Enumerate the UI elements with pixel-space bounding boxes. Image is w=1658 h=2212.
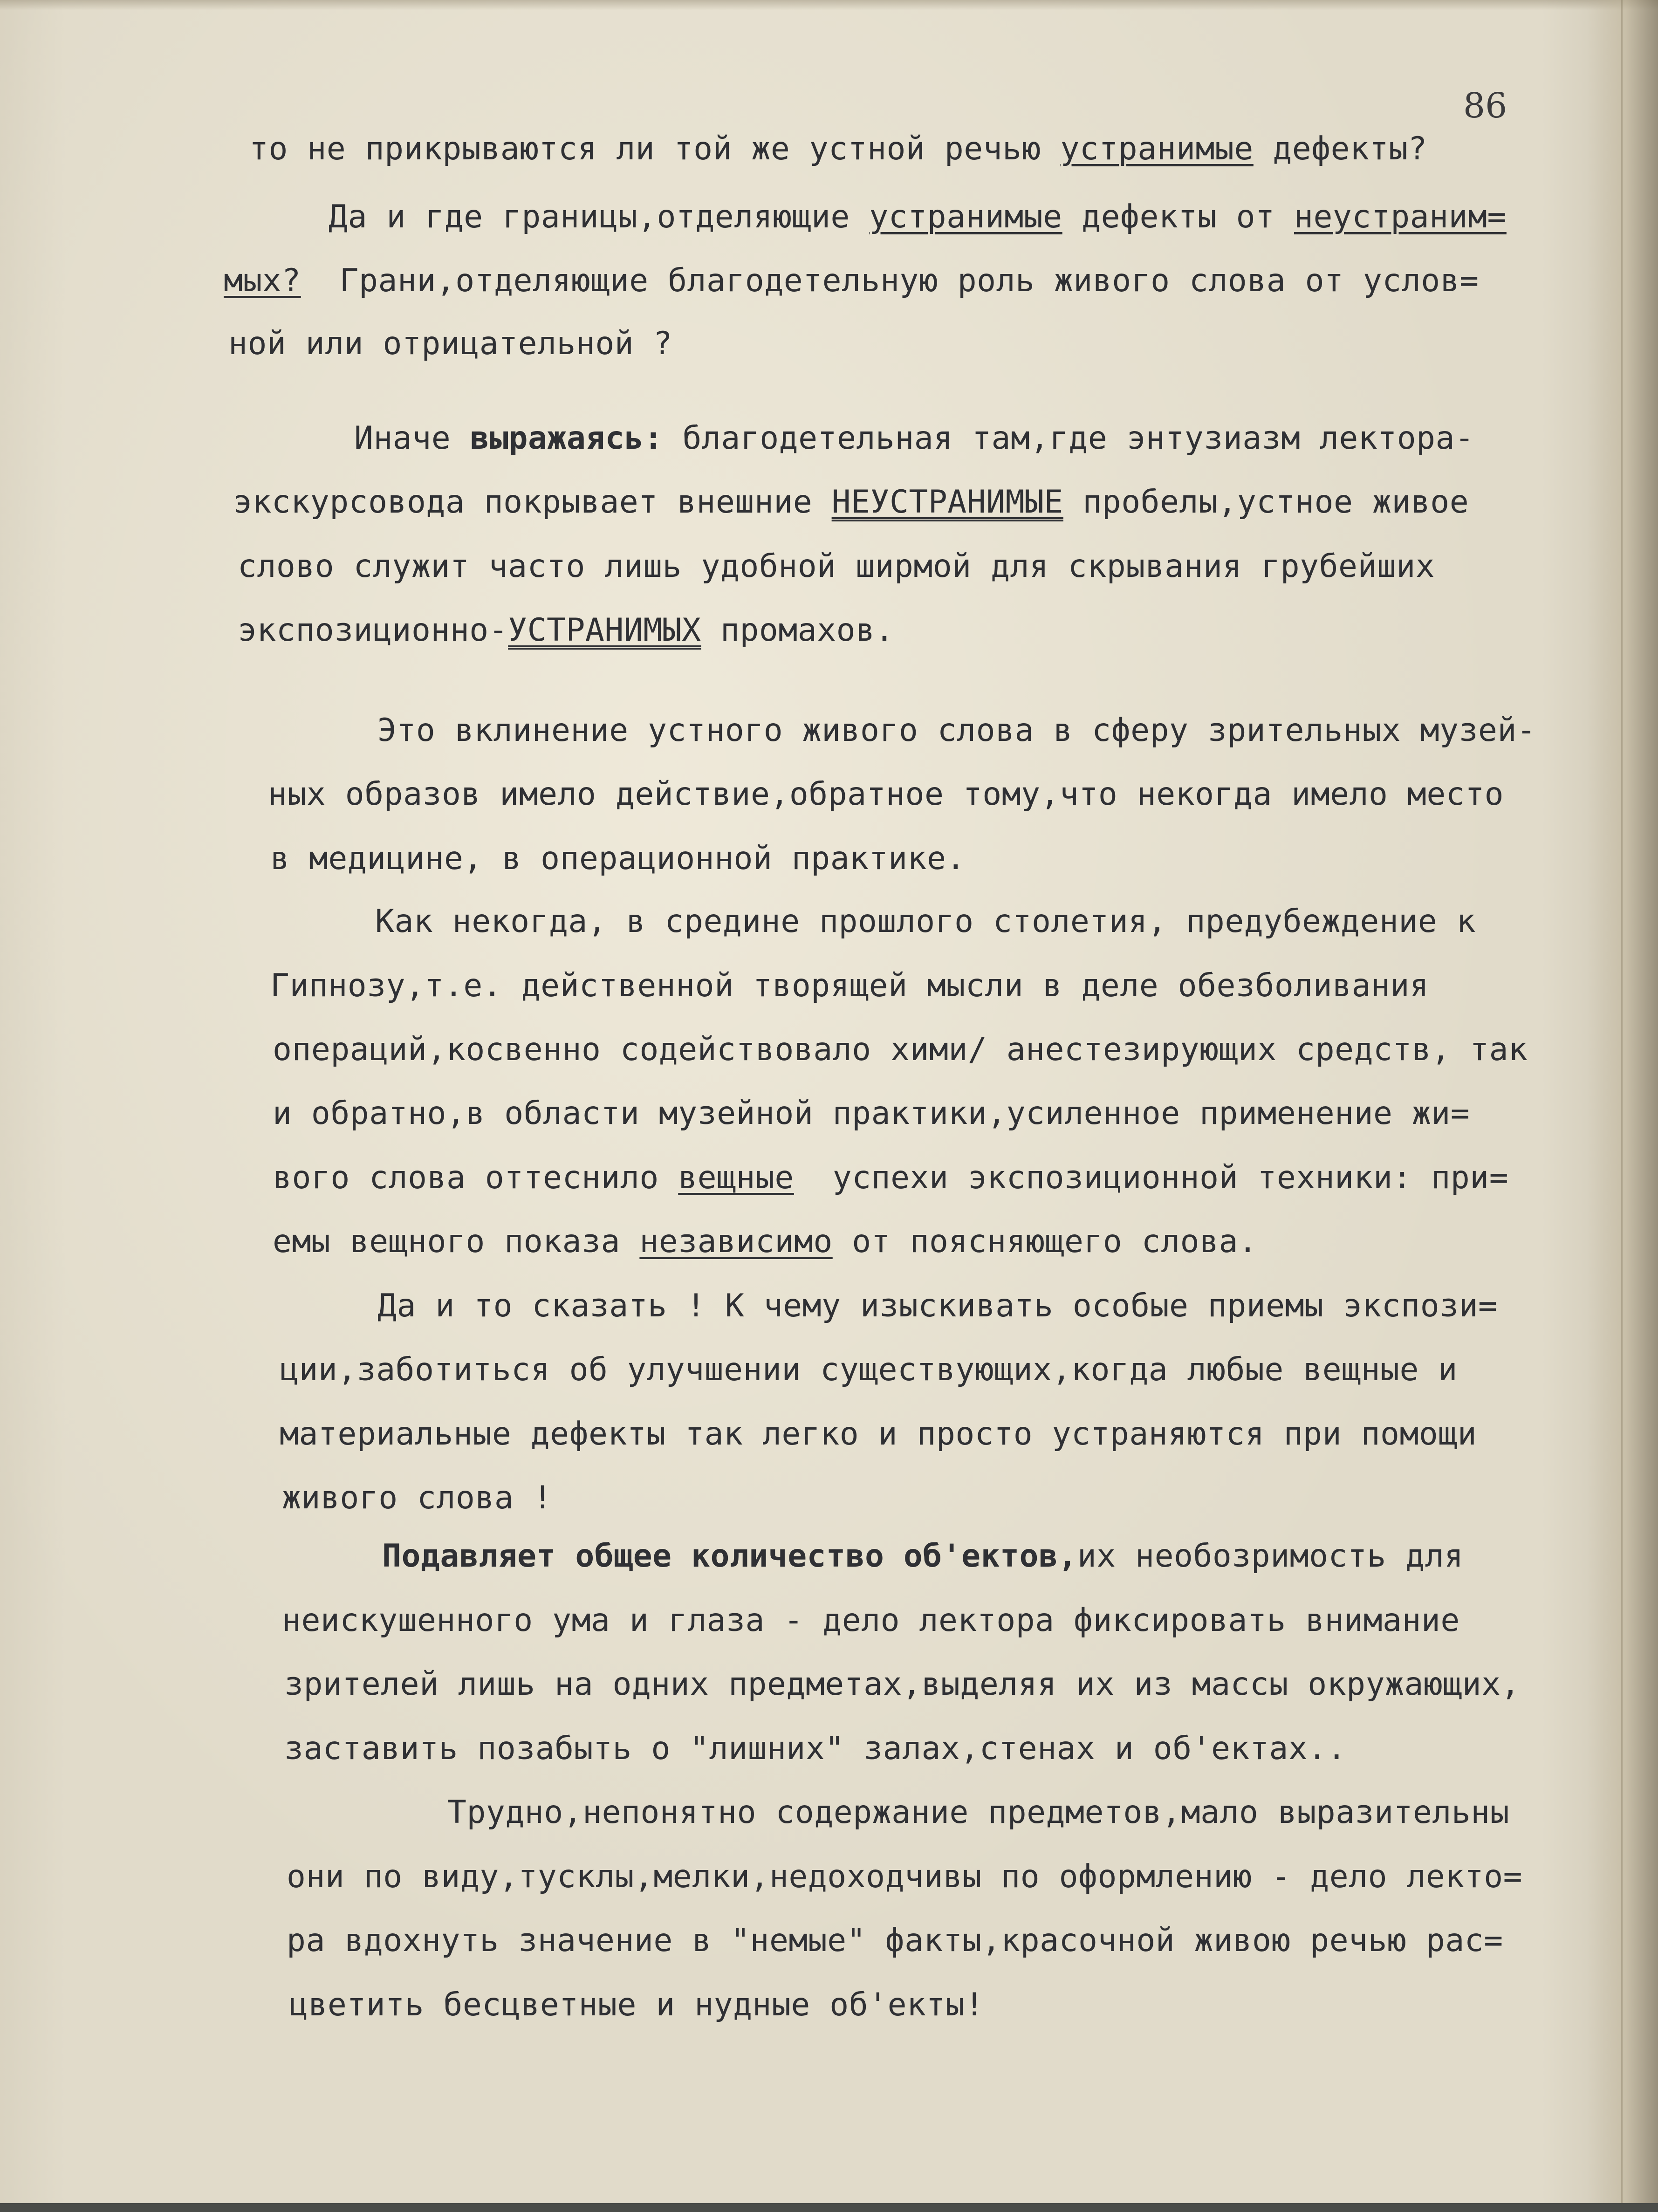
text-line: в медицине, в операционной практике.	[270, 840, 966, 877]
text-line: операций,косвенно содействовало хими/ анестезирующих средств, так	[273, 1031, 1528, 1068]
page-top-edge	[0, 0, 1658, 10]
bold-word: выражаясь:	[470, 420, 664, 457]
underlined-word: независимо	[639, 1223, 833, 1260]
text-line: экспозиционно-УСТРАНИМЫХ промахов.	[238, 612, 894, 649]
double-underlined-word: УСТРАНИМЫХ	[508, 612, 701, 649]
scan-bottom-edge	[0, 2203, 1658, 2212]
text-line: слово служит часто лишь удобной ширмой для скрывания грубейших	[238, 548, 1435, 585]
text-line: мых? Грани,отделяющие благодетельную роль живого слова от услов=	[224, 262, 1479, 299]
text-line: Гипнозу,т.е. действенной творящей мысли в деле обезболивания	[270, 967, 1429, 1004]
text-line: ции,заботиться об улучшении существующих,когда любые вещные и	[280, 1351, 1458, 1388]
underlined-word: устранимые	[1060, 130, 1254, 167]
text-line: ра вдохнуть значение в "немые" факты,красочной живою речью рас=	[287, 1922, 1503, 1959]
text-line: они по виду,тусклы,мелки,недоходчивы по оформлению - дело лекто=	[287, 1858, 1523, 1895]
text-line: заставить позабыть о "лишних" залах,стенах и об'ектах..	[284, 1730, 1347, 1767]
text-line: вого слова оттеснило вещные успехи экспозиционной техники: при=	[273, 1159, 1509, 1196]
text-line: то не прикрываются ли той же устной речью устранимые дефекты?	[249, 130, 1427, 167]
underlined-word: вещные	[678, 1159, 794, 1196]
text-line: ных образов имело действие,обратное тому,что некогда имело место	[268, 776, 1504, 813]
text-line: Да и то сказать ! К чему изыскивать особые приемы экспози=	[377, 1287, 1498, 1324]
text-line: и обратно,в области музейной практики,усиленное применение жи=	[273, 1095, 1470, 1132]
text-line: Иначе выражаясь: благодетельная там,где энтузиазм лектора-	[354, 420, 1474, 457]
text-line: Это вклинение устного живого слова в сферу зрительных музей-	[377, 712, 1536, 749]
underlined-word: мых?	[224, 262, 301, 299]
text-line: Подавляет общее количество об'ектов,их необозримость для	[382, 1538, 1464, 1575]
bold-phrase: Подавляет общее количество об'ектов,	[382, 1538, 1077, 1575]
text-line: Да и где границы,отделяющие устранимые дефекты от неустраним=	[329, 199, 1507, 235]
text-line: Трудно,непонятно содержание предметов,мало выразительны	[447, 1794, 1510, 1831]
text-line: материальные дефекты так легко и просто устраняются при помощи	[280, 1416, 1477, 1452]
page-number: 86	[1463, 86, 1507, 126]
underlined-word: устранимые	[869, 199, 1062, 235]
text-line: неискушенного ума и глаза - дело лектора фиксировать внимание	[282, 1602, 1460, 1639]
text-line: Как некогда, в средине прошлого столетия, предубеждение к	[375, 903, 1476, 940]
text-line: экскурсовода покрывает внешние НЕУСТРАНИМЫЕ пробелы,устное живое	[233, 484, 1469, 520]
page-fold-line	[1621, 0, 1623, 2212]
underlined-word: неустраним=	[1294, 199, 1507, 235]
double-underlined-word: НЕУСТРАНИМЫЕ	[831, 484, 1063, 520]
text-line: цветить бесцветные и нудные об'екты!	[289, 1986, 984, 2023]
text-line: ной или отрицательной ?	[228, 325, 673, 362]
text-line: емы вещного показа независимо от поясняющего слова.	[273, 1223, 1258, 1260]
text-line: зрителей лишь на одних предметах,выделяя их из массы окружающих,	[284, 1666, 1521, 1703]
text-line: живого слова !	[282, 1479, 553, 1516]
